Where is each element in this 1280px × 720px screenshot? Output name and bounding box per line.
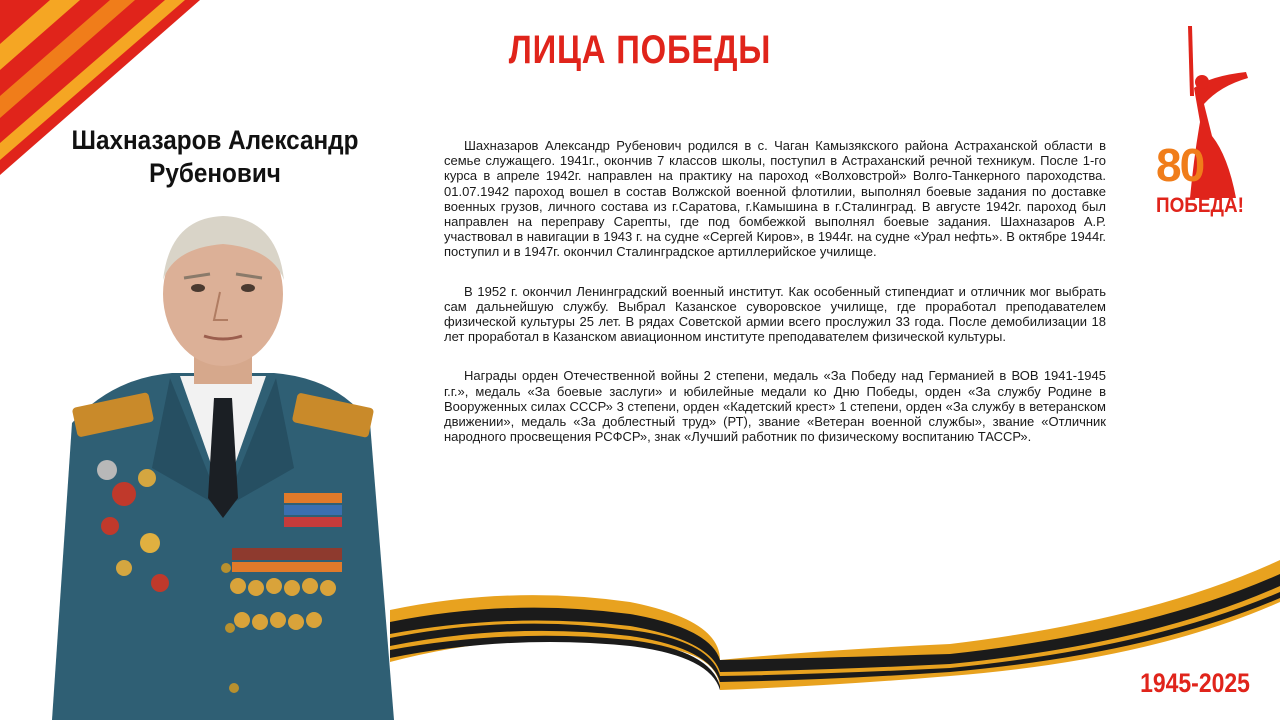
logo-number: 80 bbox=[1156, 139, 1204, 191]
bio-paragraph-2: В 1952 г. окончил Ленинградский военный институт. Как особенный стипендиат и отличник мог выбрать сам дальнейшую службу. Выбрал Казанское суворовское училище, где проработал преподавателем физической культуры 25 лет. В рядах Советской армии всего прослужил 33 года. После демобилизации 18 лет проработал в Казанском авиационном институте преподавателем физической культуры. bbox=[444, 283, 1106, 345]
years-label: 1945-2025 bbox=[1140, 668, 1250, 698]
veteran-portrait bbox=[52, 208, 394, 720]
person-name: Шахназаров Александр Рубенович bbox=[71, 125, 359, 188]
logo-word: ПОБЕДА! bbox=[1156, 194, 1244, 217]
page-title: ЛИЦА ПОБЕДЫ bbox=[508, 28, 772, 72]
bio-paragraph-1: Шахназаров Александр Рубенович родился в с. Чаган Камызякского района Астраханской области в семье служащего. 1941г., окончив 7 классов школы, поступил в Астраханский речной техникум. После 1-го курса в апреле 1942г. направлен на практику на пароход «Волховстрой» Волго-Танкерного пароходства. 01.07.1942 пароход вошел в состав Волжской военной флотилии, выполнял боевые задания по доставке военных грузов, личного состава из г.Саратова, г.Камышина в г.Сталинград. В августе 1942г. пароход был направлен на переправу Сарепты, где под бомбежкой выполнял боевые задания. Шахназаров А.Р. участвовал в навигации в 1943 г. на судне «Сергей Киров», в 1944г. на судне «Урал нефть». В октябре 1944г. поступил и в 1947г. окончил Сталинградское артиллерийское училище. bbox=[444, 138, 1106, 260]
biography bbox=[444, 138, 1106, 468]
bio-paragraph-3: Награды орден Отечественной войны 2 степени, медаль «За Победу над Германией в ВОВ 1941-1945 г.г.», медаль «За боевые заслуги» и юбилейные медали ко Дню Победы, орден «За службу Родине в Вооруженных силах СССР» 3 степени, орден «Кадетский крест» 1 степени, орден «За службу в ветеранском движении», медаль «За доблестный труд» (РТ), звание «Ветеран военной службы», звание «Отличник народного просвещения РСФСР», знак «Лучший работник по физическому воспитанию ТАССР». bbox=[444, 368, 1106, 445]
victory-80-logo bbox=[1150, 26, 1260, 226]
